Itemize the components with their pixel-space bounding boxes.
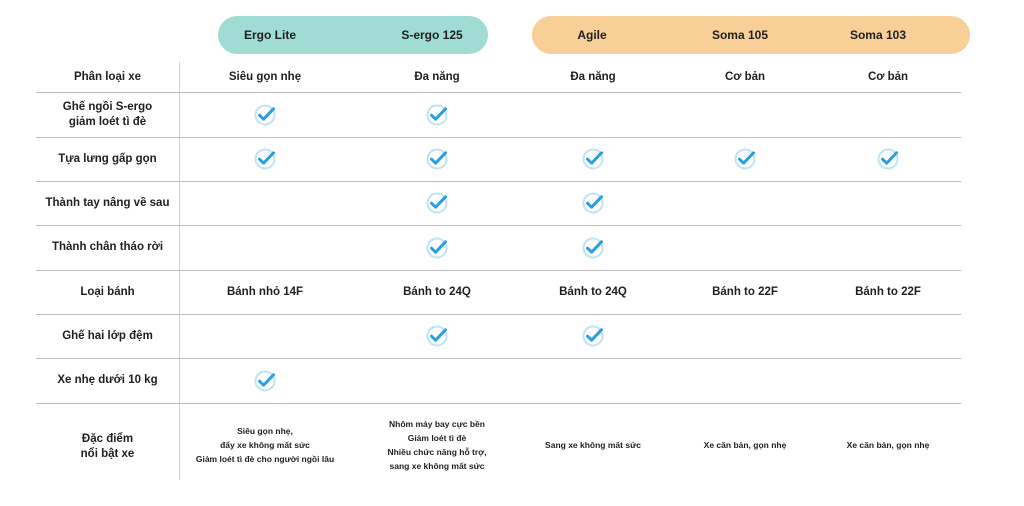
row-label: Tựa lưng gấp gọn [58,152,157,165]
table-cell: Bánh to 24Q [403,286,471,298]
checkmark-icon [581,324,605,348]
row-label-line: Ghế ngồi S-ergo [62,100,153,113]
feature-note-line: sang xe không mất sức [389,460,485,471]
row-label [36,403,179,490]
column-header-agile: Agile [577,28,607,42]
checkmark-icon [581,236,605,260]
row-label: Loại bánh [80,285,135,298]
checkmark-icon [425,103,449,127]
row-label-line: nổi bật xe [80,447,135,460]
feature-note [803,403,973,486]
feature-note-line: Nhôm máy bay cực bền [389,418,485,429]
checkmark-icon [733,147,757,171]
feature-note-line: Xe căn bản, gọn nhẹ [846,439,930,450]
feature-note-line: đẩy xe không mất sức [220,439,310,450]
checkmark-icon [425,147,449,171]
row-label-line: Đặc điểm [81,432,134,445]
checkmark-icon [581,191,605,215]
feature-note [508,403,678,486]
feature-note-line: Giảm loét tì đè cho người ngồi lâu [195,453,335,464]
feature-note-line: Xe căn bản, gọn nhẹ [703,439,787,450]
table-cell: Siêu gọn nhẹ [228,71,302,83]
checkmark-icon [581,147,605,171]
row-label [36,92,179,137]
checkmark-icon [253,103,277,127]
row-label: Ghế hai lớp đệm [62,329,153,342]
feature-note-line: Giảm loét tì đè [407,432,467,443]
column-header-soma-105: Soma 105 [711,28,769,42]
table-cell: Đa năng [570,71,616,83]
checkmark-icon [253,369,277,393]
checkmark-icon [253,147,277,171]
feature-note-line: Sang xe không mất sức [545,439,641,450]
feature-note [352,403,522,486]
feature-note-line: Nhiều chức năng hỗ trợ, [387,446,487,457]
row-label: Thành tay nâng về sau [45,196,170,209]
checkmark-icon [425,324,449,348]
column-header-ergo-lite: Ergo Lite [243,28,296,42]
feature-note-line: Siêu gọn nhẹ, [237,425,293,436]
table-cell: Bánh nhỏ 14F [226,286,304,298]
table-cell: Cơ bản [867,71,909,83]
table-cell: Đa năng [414,71,460,83]
column-header-s-ergo-125: S-ergo 125 [401,28,463,42]
table-cell: Bánh to 24Q [559,286,627,298]
checkmark-icon [425,236,449,260]
column-header-soma-103: Soma 103 [849,28,907,42]
table-cell: Cơ bản [724,71,766,83]
checkmark-icon [876,147,900,171]
table-cell: Bánh to 22F [712,286,778,298]
row-label-line: giảm loét tì đè [68,115,147,128]
checkmark-icon [425,191,449,215]
table-cell: Bánh to 22F [855,286,921,298]
feature-note [180,403,350,486]
row-label: Thành chân tháo rời [51,241,164,253]
row-label: Phân loại xe [73,70,142,83]
row-label: Xe nhẹ dưới 10 kg [57,374,158,386]
